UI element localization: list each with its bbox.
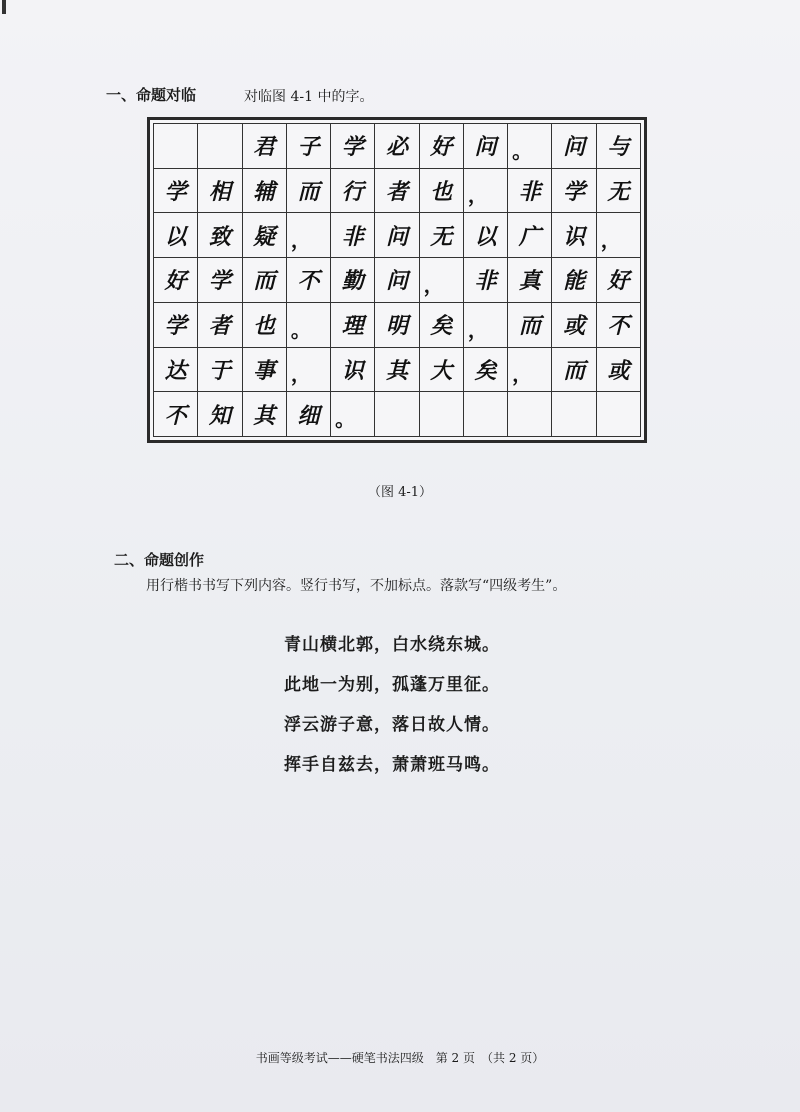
grid-cell: 勤 [331,258,375,303]
poem-line: 此地一为别，孤蓬万里征。 [284,675,500,695]
grid-cell: 不 [287,258,331,303]
grid-cell: 学 [154,303,198,348]
grid-cell: 非 [331,213,375,258]
grid-cell: 。 [287,303,331,348]
section1-instruction: 对临图 4-1 中的字。 [244,89,374,105]
grid-cell: 矣 [464,348,508,393]
grid-cell: 广 [508,213,552,258]
grid-cell: 问 [375,258,419,303]
grid-cell: 而 [552,348,596,393]
grid-cell: 问 [552,124,596,169]
grid-cell: 识 [331,348,375,393]
grid-cell: 于 [198,348,242,393]
grid-cell: 识 [552,213,596,258]
grid-cell: 辅 [243,169,287,214]
grid-cell [552,392,596,437]
grid-cell: 无 [597,169,641,214]
grid-cell: 与 [597,124,641,169]
grid-cell: 学 [198,258,242,303]
grid-cell: ， [508,348,552,393]
grid-cell: ， [597,213,641,258]
grid-cell: 矣 [420,303,464,348]
grid-cell: 达 [154,348,198,393]
figure-caption: （图 4-1） [367,485,433,500]
grid-cell: 好 [154,258,198,303]
grid-cell: 不 [154,392,198,437]
grid-cell: 大 [420,348,464,393]
grid-cell: 学 [154,169,198,214]
copy-grid-cells [153,123,641,437]
corner-mark [2,0,6,14]
grid-cell: 其 [243,392,287,437]
page-footer: 书画等级考试——硬笔书法四级 第 2 页 （共 2 页） [255,1051,545,1065]
grid-cell [154,124,198,169]
grid-cell: 或 [597,348,641,393]
grid-cell: 问 [375,213,419,258]
grid-cell: 也 [243,303,287,348]
grid-cell [420,392,464,437]
grid-cell: ， [464,169,508,214]
grid-cell: 君 [243,124,287,169]
grid-cell: 者 [375,169,419,214]
grid-cell: 明 [375,303,419,348]
grid-cell: 。 [508,124,552,169]
grid-cell: 其 [375,348,419,393]
grid-cell [198,124,242,169]
poem-line: 浮云游子意，落日故人情。 [284,715,500,735]
grid-cell: 真 [508,258,552,303]
grid-cell: 而 [287,169,331,214]
grid-cell: ， [287,213,331,258]
grid-cell: 也 [420,169,464,214]
grid-cell: 无 [420,213,464,258]
grid-cell: 事 [243,348,287,393]
grid-cell: 学 [331,124,375,169]
grid-cell: 致 [198,213,242,258]
grid-cell: 不 [597,303,641,348]
grid-cell: 能 [552,258,596,303]
grid-cell: ， [420,258,464,303]
grid-cell [464,392,508,437]
poem-line: 挥手自兹去，萧萧班马鸣。 [284,755,500,775]
grid-cell: 以 [464,213,508,258]
grid-cell: 非 [508,169,552,214]
grid-cell: 行 [331,169,375,214]
section2-instruction: 用行楷书书写下列内容。竖行书写，不加标点。落款写“四级考生”。 [146,578,567,594]
grid-cell: 。 [331,392,375,437]
grid-cell: 而 [508,303,552,348]
grid-cell: ， [464,303,508,348]
grid-cell: 非 [464,258,508,303]
grid-cell: 相 [198,169,242,214]
grid-cell: 者 [198,303,242,348]
grid-cell: 疑 [243,213,287,258]
section1-heading: 一、命题对临 [106,86,197,104]
grid-cell: 以 [154,213,198,258]
grid-cell: 细 [287,392,331,437]
grid-cell: 理 [331,303,375,348]
poem-line: 青山横北郭，白水绕东城。 [284,635,500,655]
section2-heading: 二、命题创作 [114,551,205,569]
grid-cell: 或 [552,303,596,348]
grid-cell [597,392,641,437]
grid-cell: 好 [597,258,641,303]
grid-cell: 必 [375,124,419,169]
grid-cell [508,392,552,437]
grid-cell: 问 [464,124,508,169]
grid-cell [375,392,419,437]
grid-cell: 子 [287,124,331,169]
poem [284,630,500,790]
grid-cell: 学 [552,169,596,214]
grid-cell: ， [287,348,331,393]
copy-grid [147,117,647,443]
grid-cell: 知 [198,392,242,437]
grid-cell: 而 [243,258,287,303]
grid-cell: 好 [420,124,464,169]
